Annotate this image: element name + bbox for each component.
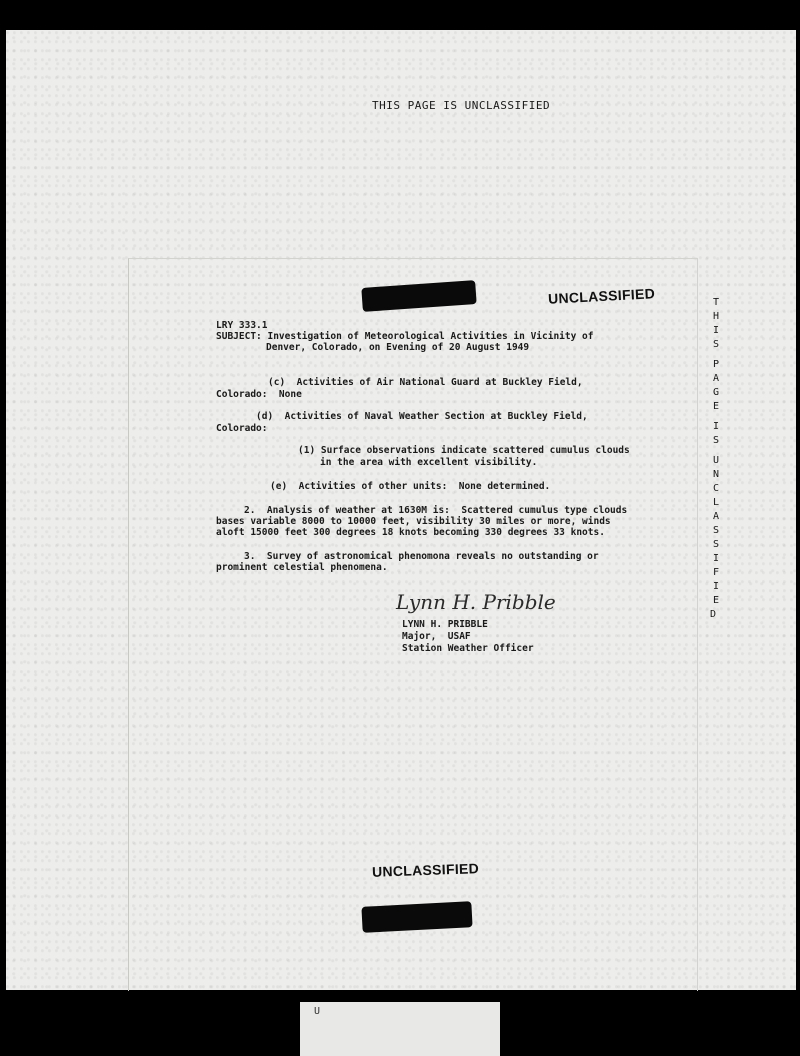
side-stamp-letter: E [712,595,720,606]
side-stamp-letter: P [712,359,720,370]
item-d1-line-1: (1) Surface observations indicate scattered cumulus clouds [298,445,630,456]
unclassified-stamp-top: UNCLASSIFIED [547,285,656,307]
item-c-line-1: (c) Activities of Air National Guard at Buckley Field, [268,377,583,388]
para-2-line-1: 2. Analysis of weather at 1630M is: Scattered cumulus type clouds [244,505,628,516]
item-e: (e) Activities of other units: None determined. [270,481,551,492]
side-stamp-letter: S [712,525,720,536]
item-d1-line-2: in the area with excellent visibility. [320,457,538,468]
subject-line-2: Denver, Colorado, on Evening of 20 August 1949 [266,342,530,353]
para-2-line-2: bases variable 8000 to 10000 feet, visibility 30 miles or more, winds [216,516,611,527]
subject-line-1: SUBJECT: Investigation of Meteorological Activities in Vicinity of [216,331,594,342]
item-c-line-2: Colorado: None [216,389,302,400]
memo-ref: LRY 333.1 [216,320,268,331]
side-stamp-letter: U [712,455,720,466]
side-classification-stamp [704,296,728,622]
signer-rank: Major, USAF [402,631,471,642]
para-2-line-3: aloft 15000 feet 300 degrees 18 knots becoming 330 degrees 33 knots. [216,527,605,538]
side-stamp-letter: G [712,387,720,398]
para-3-line-2: prominent celestial phenomena. [216,562,388,573]
para-3-line-1: 3. Survey of astronomical phenomona reveals no outstanding or [244,551,599,562]
signer-title: Station Weather Officer [402,643,534,654]
side-stamp-letter: A [712,511,720,522]
side-stamp-letter: I [712,421,720,432]
side-stamp-letter: I [712,553,720,564]
side-stamp-letter: T [712,297,720,308]
item-d-line-1: (d) Activities of Naval Weather Section at Buckley Field, [256,411,588,422]
side-stamp-letter: D [709,609,717,620]
scan-edge-tab [300,1002,500,1056]
side-stamp-letter: S [712,339,720,350]
handwritten-signature: Lynn H. Pribble [396,590,556,614]
side-stamp-letter: A [712,373,720,384]
side-stamp-letter: F [712,567,720,578]
side-stamp-letter: I [712,325,720,336]
side-stamp-letter: I [712,581,720,592]
side-stamp-letter: L [712,497,720,508]
scan-edge-mark: U [314,1006,321,1017]
side-stamp-letter: H [712,311,720,322]
item-d-line-2: Colorado: [216,423,268,434]
signer-name: LYNN H. PRIBBLE [402,619,488,630]
side-stamp-letter: N [712,469,720,480]
side-stamp-letter: S [712,539,720,550]
top-classification-banner: THIS PAGE IS UNCLASSIFIED [372,99,551,112]
unclassified-stamp-bottom: UNCLASSIFIED [371,860,480,880]
side-stamp-letter: S [712,435,720,446]
side-stamp-letter: E [712,401,720,412]
side-stamp-letter: C [712,483,720,494]
